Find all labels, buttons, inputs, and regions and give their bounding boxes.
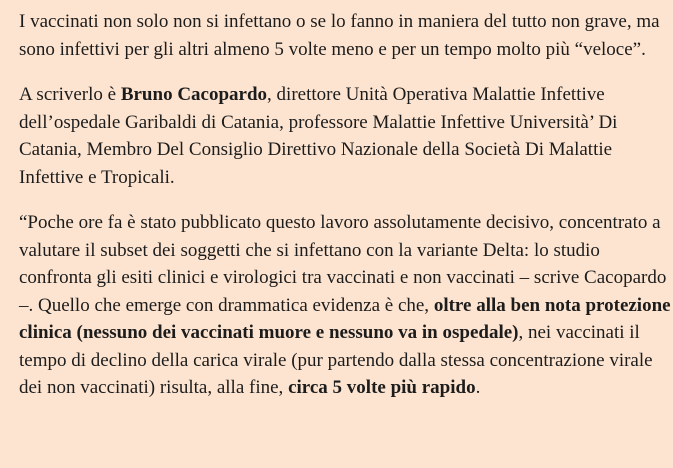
article-body bbox=[19, 8, 671, 420]
paragraph-text: I vaccinati non solo non si infettano o se lo fanno in maniera del tutto non grave, ma sono infettivi per gli altri almeno 5 volte meno e per un tempo molto più “veloce”. bbox=[19, 11, 665, 60]
paragraph-vaccinated-infectivity bbox=[19, 8, 671, 63]
attribution-intro: A scriverlo è bbox=[19, 84, 121, 105]
quote-text-part-1: “Poche ore fa è stato pubblicato questo lavoro assolutamente decisivo, concentrato a valutare il subset dei soggetti che si infettano con la variante Delta: lo studio confronta gli esiti clinici e virologici tra vaccinati e non vaccinati – scrive Cacopardo –. Quello che emerge con drammatica evidenza è che, bbox=[19, 212, 672, 316]
paragraph-quote bbox=[19, 209, 671, 402]
author-name: Bruno Cacopardo bbox=[120, 84, 268, 105]
quote-text-part-2: , nei vaccinati il tempo di declino della carica virale (pur partendo dalla stessa concentrazione virale dei non vaccinati) risulta, alla fine, bbox=[19, 322, 658, 398]
author-credentials: , direttore Unità Operativa Malattie Infettive dell’ospedale Garibaldi di Catania, professore Malattie Infettive Università’ Di Catania, Membro Del Consiglio Direttivo Nazionale della Società Di Malattie Infettive e Tropicali. bbox=[19, 84, 623, 188]
quote-highlight-clinical-protection: oltre alla ben nota protezione clinica (nessuno dei vaccinati muore e nessuno va in ospedale) bbox=[19, 294, 671, 343]
quote-highlight-viral-decline: circa 5 volte più rapido bbox=[288, 377, 476, 398]
paragraph-author-attribution bbox=[19, 81, 671, 191]
quote-text-part-3: . bbox=[475, 377, 481, 398]
